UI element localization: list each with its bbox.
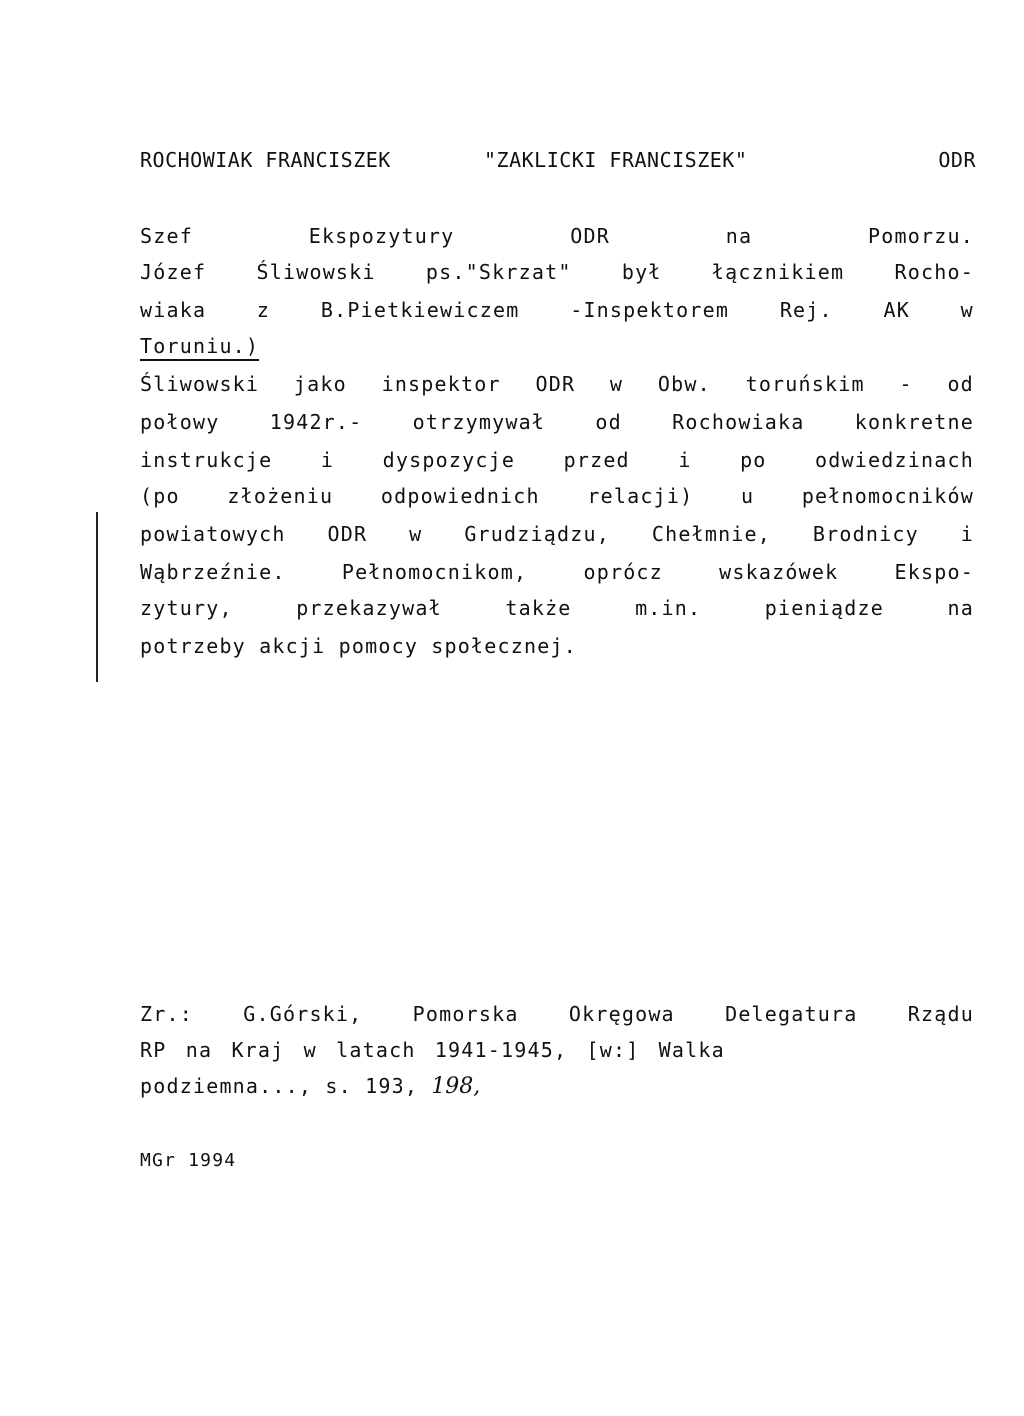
word: Obw. [657, 372, 711, 396]
word: od [595, 410, 622, 434]
word: z [256, 298, 271, 322]
word: ODR [327, 522, 368, 546]
word: odwiedzinach [815, 448, 974, 472]
word: i [960, 522, 974, 546]
word: otrzymywał [412, 410, 546, 434]
word: Wąbrzeźnie. [140, 560, 286, 584]
word: toruńskim [745, 372, 865, 396]
word: Szef [140, 224, 193, 248]
word: ODR [570, 224, 610, 248]
handwritten-page-number: 198, [431, 1074, 481, 1099]
word: RP na Kraj w latach 1941-1945, [w:] Walka [140, 1038, 725, 1062]
word: przekazywał [296, 596, 442, 620]
word: w [409, 522, 423, 546]
word: w [609, 372, 624, 396]
word: wiaka [140, 298, 207, 322]
word: wskazówek [719, 560, 839, 584]
word: AK [883, 298, 910, 322]
underlined-word: Toruniu.) [140, 334, 259, 361]
body-line-4 [140, 334, 259, 358]
word: Delegatura [725, 1002, 858, 1026]
body-line-9 [140, 522, 974, 546]
word: Śliwowski [256, 260, 376, 284]
word: był [621, 260, 662, 284]
word: Brodnicy [812, 522, 919, 546]
word: Rej. [779, 298, 833, 322]
source-line-3 [140, 1074, 480, 1099]
body-line-3 [140, 298, 974, 322]
word: połowy [140, 410, 220, 434]
organization-code: ODR [938, 148, 976, 172]
body-line-12 [140, 634, 577, 658]
word: Józef [140, 260, 207, 284]
word: potrzeby akcji pomocy społecznej. [140, 634, 577, 658]
word: złożeniu [227, 484, 334, 508]
body-line-8 [140, 484, 974, 508]
author-signature: MGr 1994 [140, 1150, 237, 1171]
word: u [740, 484, 755, 508]
word: powiatowych [140, 522, 286, 546]
word: zytury, [140, 596, 233, 620]
word: łącznikiem [711, 260, 845, 284]
word: także [505, 596, 572, 620]
word: m.in. [635, 596, 702, 620]
word: relacji) [587, 484, 694, 508]
word: pieniądze [764, 596, 884, 620]
word: instrukcje [140, 448, 273, 472]
word: Chełmnie, [651, 522, 772, 546]
source-line-1 [140, 1002, 974, 1026]
person-name: ROCHOWIAK FRANCISZEK [140, 148, 391, 172]
word: konkretne [854, 410, 974, 434]
word: - [899, 372, 913, 396]
body-line-7 [140, 448, 974, 472]
body-line-6 [140, 410, 974, 434]
word: ps."Skrzat" [425, 260, 572, 284]
word: po [740, 448, 767, 472]
body-line-10 [140, 560, 974, 584]
word: oprócz [583, 560, 663, 584]
word: -Inspektorem [570, 298, 730, 322]
source-line-2 [140, 1038, 725, 1062]
word: dyspozycje [382, 448, 516, 472]
word: na [725, 224, 753, 248]
word: inspektor [381, 372, 501, 396]
word: Ekspozytury [308, 224, 455, 248]
word: Ekspo- [894, 560, 974, 584]
person-alias: "ZAKLICKI FRANCISZEK" [484, 148, 748, 172]
word: (po [140, 484, 180, 508]
word: Okręgowa [568, 1002, 675, 1026]
word: i [678, 448, 692, 472]
body-line-2 [140, 260, 974, 284]
word: B.Pietkiewiczem [320, 298, 520, 322]
word: Pomorska [412, 1002, 519, 1026]
word: na [947, 596, 974, 620]
source-page-ref: podziemna..., s. 193, [140, 1074, 419, 1098]
word: pełnomocników [801, 484, 974, 508]
word: od [947, 372, 974, 396]
word: Grudziądzu, [464, 522, 610, 546]
word: Rochowiaka [672, 410, 805, 434]
margin-line-mark [96, 512, 98, 682]
word: Rocho- [894, 260, 974, 284]
word: Pomorzu. [868, 224, 974, 248]
body-line-11 [140, 596, 974, 620]
word: G.Górski, [243, 1002, 363, 1026]
body-line-5 [140, 372, 974, 396]
word: Zr.: [140, 1002, 193, 1026]
word: odpowiednich [380, 484, 540, 508]
word: 1942r.- [269, 410, 363, 434]
word: Pełnomocnikom, [341, 560, 528, 584]
body-line-1 [140, 224, 974, 248]
word: i [320, 448, 335, 472]
word: przed [563, 448, 630, 472]
word: w [960, 298, 974, 322]
word: Śliwowski [140, 372, 260, 396]
word: ODR [535, 372, 576, 396]
word: jako [293, 372, 347, 396]
word: Rządu [907, 1002, 974, 1026]
